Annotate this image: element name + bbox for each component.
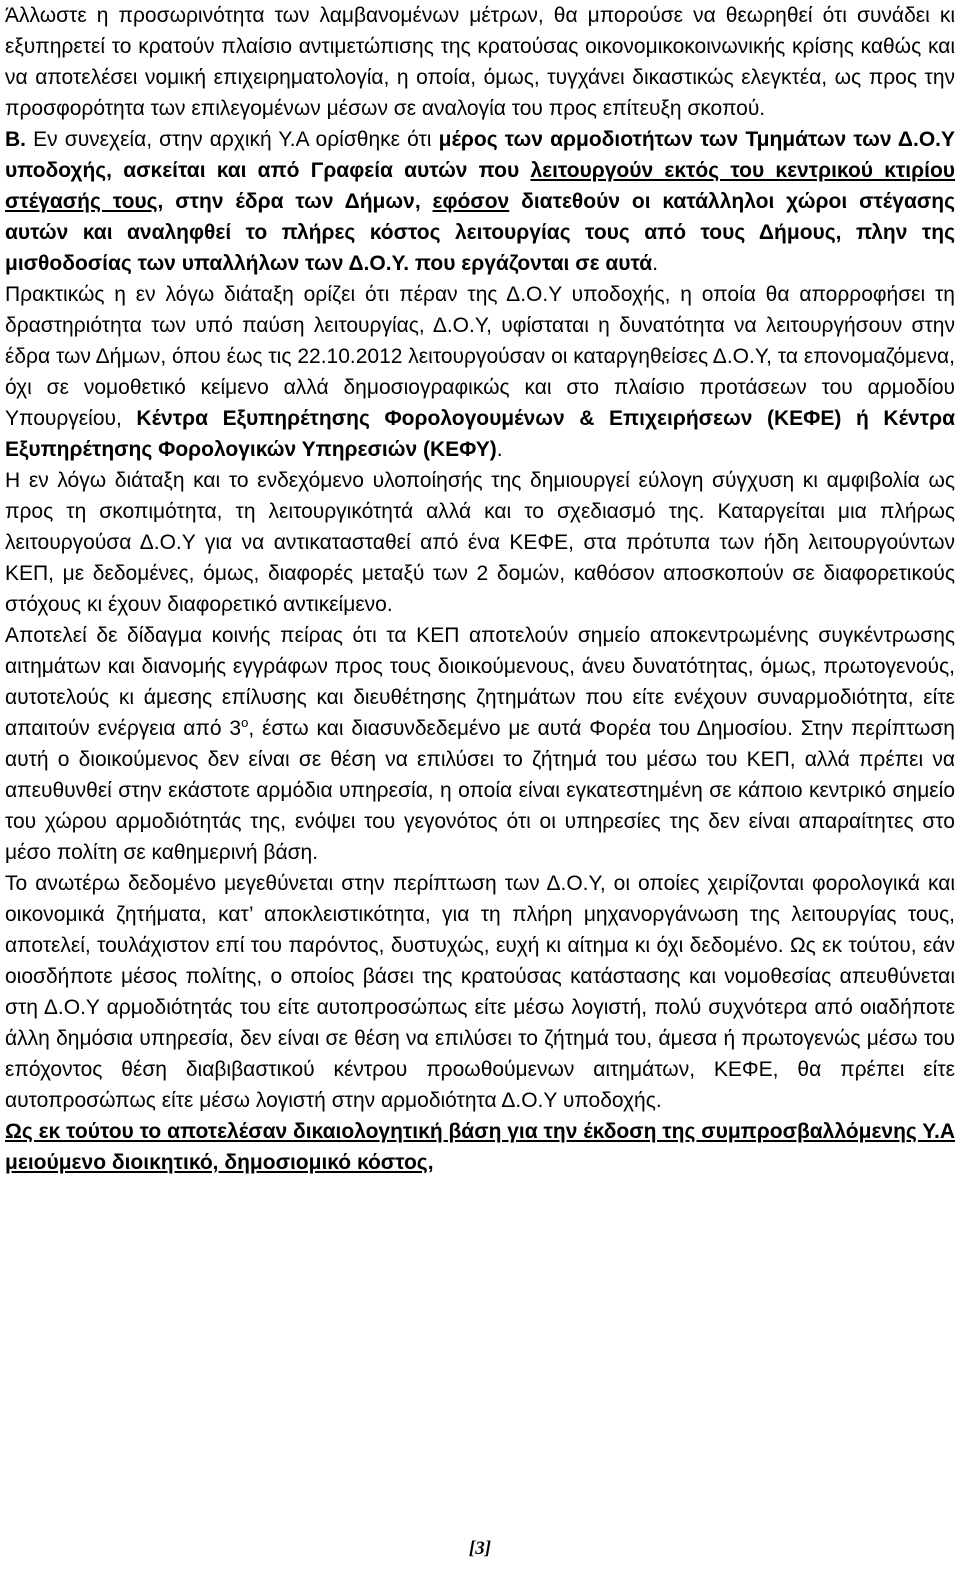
paragraph-end: . [496, 438, 503, 461]
paragraph-text: Το ανωτέρω δεδομένο μεγεθύνεται στην περίπτωση των Δ.Ο.Υ, οι οποίες χειρίζονται φορολογικά και οικονομικά ζητήματα, κατ’ αποκλειστικότητα, για τη πλήρη μηχανοργάνωση της λειτουργίας τους, αποτελεί, τουλάχιστον επί του παρόντος, δυστυχώς, ευχή κι αίτημα κι όχι δεδομένο. Ως εκ τούτου, εάν οιοσδήποτε μέσος πολίτης, ο οποίος βάσει της κρατούσας κατάστασης και νομοθεσίας απευθύνεται στη Δ.Ο.Υ αρμοδιότητάς του είτε αυτοπροσώπως είτε μέσω λογιστή, πολύ συχνότερα από οιαδήποτε άλλη δημόσια υπηρεσία, δεν είναι σε θέση να επιλύσει το ζήτημά του, άμεσα ή πρωτογενώς μέσω του επόχοντος θέση διαβιβαστικού κέντρου προωθούμενων αιτημάτων, ΚΕΦΕ, θα πρέπει είτε αυτοπροσώπως είτε μέσω λογιστή στην αρμοδιότητα Δ.Ο.Υ υποδοχής. [5, 872, 955, 1112]
paragraph-text: Άλλωστε η προσωρινότητα των λαμβανομένων μέτρων, θα μπορούσε να θεωρηθεί ότι συνάδει κι εξυπηρετεί το κρατούν πλαίσιο αντιμετώπισης της κρατούσας οικονομικοκοινωνικής κρίσης καθώς και να αποτελέσει νομική επιχειρηματολογία, η οποία, όμως, τυγχάνει δικαστικώς ελεγκτέα, ως προς την προσφορότητα των επιλεγομένων μέσων σε αναλογία του προς επίτευξη σκοπού. [5, 4, 955, 120]
superscript: ο [241, 715, 249, 730]
kefe-bold-text: Κέντρα Εξυπηρέτησης Φορολογουμένων & Επιχειρήσεων (ΚΕΦΕ) ή Κέντρα Εξυπηρέτησης Φορολογικών Υπηρεσιών (ΚΕΦΥ) [5, 407, 955, 461]
paragraph-provisional-measures [5, 0, 955, 124]
page-number: [3] [468, 1538, 492, 1559]
section-b-underlined-text: λειτουργούν εκτός του κεντρικού κτιρίου στέγασής τους [5, 159, 955, 213]
paragraph-conclusion [5, 1116, 955, 1178]
paragraph-doy [5, 868, 955, 1116]
paragraph-text: Αποτελεί δε δίδαγμα κοινής πείρας ότι τα ΚΕΠ αποτελούν σημείο αποκεντρωμένης συγκέντρωσης αιτημάτων και διανομής εγγράφων προς τους διοικούμενους, άνευ δυνατότητας, όμως, πρωτογενούς, αυτοτελούς κι άμεσης επίλυσης και διευθέτησης ζητημάτων που είτε ενέχουν συναρμοδιότητα, είτε απαιτούν ενέργεια από 3 [5, 624, 955, 740]
section-b-bold-text: διατεθούν οι κατάλληλοι χώροι στέγασης αυτών και αναληφθεί το πλήρες κόστος λειτουργίας τους από τους Δήμους, πλην της μισθοδοσίας των υπαλλήλων των Δ.Ο.Υ. που εργάζονται σε αυτά [5, 190, 955, 275]
section-b-end: . [652, 252, 659, 275]
paragraph-kep [5, 620, 955, 868]
section-b-bold-text: μέρος των αρμοδιοτήτων των Τμημάτων των Δ.Ο.Υ υποδοχής, ασκείται και από Γραφεία αυτών που [5, 128, 955, 182]
paragraph-practical-effect [5, 279, 955, 465]
paragraph-section-b [5, 124, 955, 279]
paragraph-text: , έστω και διασυνδεδεμένο με αυτά Φορέα του Δημοσίου. Στην περίπτωση αυτή ο διοικούμενος δεν είναι σε θέση να επιλύσει το ζήτημά του μέσω του ΚΕΠ, αλλά πρέπει να απευθυνθεί στην εκάστοτε αρμόδια υπηρεσία, η οποία είναι εγκατεστημένη σε κάποιο κεντρικό σημείο του χώρου αρμοδιότητάς της, ενόψει του γεγονότος ότι οι υπηρεσίες της δεν είναι απαραίτητες στο μέσο πολίτη σε καθημερινή βάση. [5, 717, 955, 864]
section-marker: Β. [5, 128, 26, 151]
paragraph-text: Πρακτικώς η εν λόγω διάταξη ορίζει ότι πέραν της Δ.Ο.Υ υποδοχής, η οποία θα απορροφήσει τη δραστηριότητα των υπό παύση λειτουργίας, Δ.Ο.Υ, υφίσταται η δυνατότητα να λειτουργήσουν στην έδρα των Δήμων, όπου έως τις 22.10.2012 λειτουργούσαν οι καταργηθείσες Δ.Ο.Υ, τα επονομαζόμενα, όχι σε νομοθετικό κείμενο αλλά δημοσιογραφικώς και στο πλαίσιο προτάσεων του αρμοδίου Υπουργείου, [5, 283, 955, 430]
paragraph-text: Η εν λόγω διάταξη και το ενδεχόμενο υλοποίησής της δημιουργεί εύλογη σύγχυση κι αμφιβολία ως προς τη σκοπιμότητα, τη λειτουργικότητά αλλά και το σχεδιασμό της. Καταργείται μια πλήρως λειτουργούσα Δ.Ο.Υ για να αντικατασταθεί από ένα ΚΕΦΕ, στα πρότυπα των ήδη λειτουργούντων ΚΕΠ, με δεδομένες, όμως, διαφορές μεταξύ των 2 δομών, καθόσον αποσκοπούν σε διαφορετικούς στόχους κι έχουν διαφορετικό αντικείμενο. [5, 469, 955, 616]
paragraph-confusion [5, 465, 955, 620]
section-b-underlined-text: εφόσον [432, 190, 510, 213]
document-page [5, 0, 955, 1178]
section-b-intro: Εν συνεχεία, στην αρχική Υ.Α ορίσθηκε ότι [26, 128, 439, 151]
section-b-bold-text: , στην έδρα των Δήμων, [157, 190, 433, 213]
paragraph-text: Ως εκ τούτου το αποτελέσαν δικαιολογητική βάση για την έκδοση της συμπροσβαλλόμενης Υ.Α μειούμενο διοικητικό, δημοσιομικό κόστος, [5, 1120, 955, 1174]
